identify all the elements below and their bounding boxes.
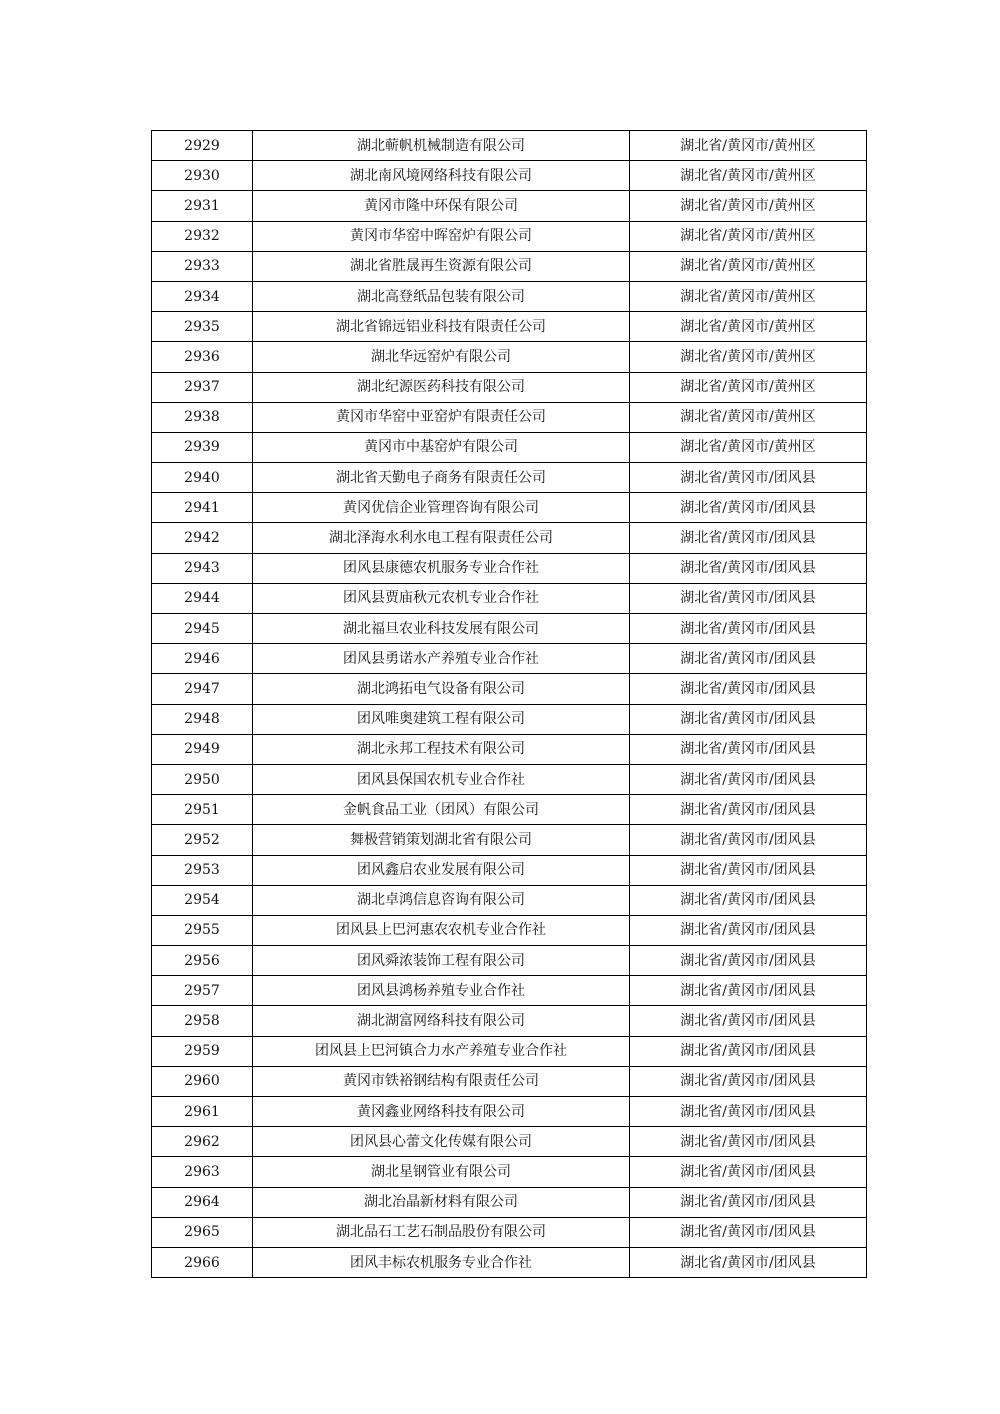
- company-name: 湖北品石工艺石制品股份有限公司: [253, 1217, 630, 1247]
- table-row: [152, 644, 867, 674]
- region-cell: 湖北省/黄冈市/团风县: [630, 976, 867, 1006]
- company-name: 团风县鸿杨养殖专业合作社: [253, 976, 630, 1006]
- table-row: [152, 1097, 867, 1127]
- row-number: 2951: [152, 795, 253, 825]
- region-cell: 湖北省/黄冈市/团风县: [630, 855, 867, 885]
- region-cell: 湖北省/黄冈市/黄州区: [630, 221, 867, 251]
- company-name: 湖北纪源医药科技有限公司: [253, 372, 630, 402]
- table-row: [152, 1036, 867, 1066]
- table-row: [152, 372, 867, 402]
- table-row: [152, 1217, 867, 1247]
- company-name: 湖北华远窑炉有限公司: [253, 342, 630, 372]
- company-name: 团风县保国农机专业合作社: [253, 764, 630, 794]
- company-name: 黄冈市华窑中亚窑炉有限责任公司: [253, 402, 630, 432]
- row-number: 2935: [152, 312, 253, 342]
- table-row: [152, 915, 867, 945]
- table-row: [152, 1066, 867, 1096]
- company-name: 湖北冶晶新材料有限公司: [253, 1187, 630, 1217]
- region-cell: 湖北省/黄冈市/团风县: [630, 614, 867, 644]
- row-number: 2958: [152, 1006, 253, 1036]
- region-cell: 湖北省/黄冈市/团风县: [630, 1127, 867, 1157]
- table-row: [152, 312, 867, 342]
- table-row: [152, 583, 867, 613]
- table-row: [152, 402, 867, 432]
- company-name: 团风唯奥建筑工程有限公司: [253, 704, 630, 734]
- row-number: 2934: [152, 281, 253, 311]
- table-row: [152, 674, 867, 704]
- region-cell: 湖北省/黄冈市/团风县: [630, 644, 867, 674]
- table-row: [152, 1187, 867, 1217]
- table-row: [152, 734, 867, 764]
- company-name: 湖北蕲帆机械制造有限公司: [253, 131, 630, 161]
- table-row: [152, 1127, 867, 1157]
- company-name: 团风县康德农机服务专业合作社: [253, 553, 630, 583]
- row-number: 2944: [152, 583, 253, 613]
- table-row: [152, 885, 867, 915]
- company-name: 湖北省胜晟再生资源有限公司: [253, 251, 630, 281]
- company-name: 湖北省锦远铝业科技有限责任公司: [253, 312, 630, 342]
- table-row: [152, 976, 867, 1006]
- row-number: 2959: [152, 1036, 253, 1066]
- company-name: 湖北鸿拓电气设备有限公司: [253, 674, 630, 704]
- region-cell: 湖北省/黄冈市/黄州区: [630, 191, 867, 221]
- company-table: [151, 130, 867, 1278]
- region-cell: 湖北省/黄冈市/团风县: [630, 915, 867, 945]
- region-cell: 湖北省/黄冈市/团风县: [630, 674, 867, 704]
- row-number: 2933: [152, 251, 253, 281]
- region-cell: 湖北省/黄冈市/团风县: [630, 734, 867, 764]
- company-name: 团风县勇诺水产养殖专业合作社: [253, 644, 630, 674]
- table-row: [152, 432, 867, 462]
- region-cell: 湖北省/黄冈市/黄州区: [630, 342, 867, 372]
- table-row: [152, 795, 867, 825]
- table-body: [152, 131, 867, 1278]
- region-cell: 湖北省/黄冈市/团风县: [630, 1066, 867, 1096]
- region-cell: 湖北省/黄冈市/团风县: [630, 553, 867, 583]
- table-row: [152, 1247, 867, 1277]
- row-number: 2953: [152, 855, 253, 885]
- table-row: [152, 1006, 867, 1036]
- row-number: 2941: [152, 493, 253, 523]
- company-name: 团风县贾庙秋元农机专业合作社: [253, 583, 630, 613]
- region-cell: 湖北省/黄冈市/黄州区: [630, 131, 867, 161]
- table-row: [152, 553, 867, 583]
- region-cell: 湖北省/黄冈市/团风县: [630, 523, 867, 553]
- company-name: 黄冈市华窑中晖窑炉有限公司: [253, 221, 630, 251]
- region-cell: 湖北省/黄冈市/团风县: [630, 583, 867, 613]
- table-row: [152, 281, 867, 311]
- table-row: [152, 342, 867, 372]
- row-number: 2954: [152, 885, 253, 915]
- company-name: 湖北省天勤电子商务有限责任公司: [253, 463, 630, 493]
- company-name: 团风县上巴河镇合力水产养殖专业合作社: [253, 1036, 630, 1066]
- table-row: [152, 251, 867, 281]
- company-name: 黄冈市中基窑炉有限公司: [253, 432, 630, 462]
- company-name: 湖北永邦工程技术有限公司: [253, 734, 630, 764]
- company-name: 黄冈优信企业管理咨询有限公司: [253, 493, 630, 523]
- table-row: [152, 825, 867, 855]
- row-number: 2939: [152, 432, 253, 462]
- row-number: 2929: [152, 131, 253, 161]
- region-cell: 湖北省/黄冈市/黄州区: [630, 432, 867, 462]
- region-cell: 湖北省/黄冈市/团风县: [630, 704, 867, 734]
- row-number: 2930: [152, 161, 253, 191]
- region-cell: 湖北省/黄冈市/黄州区: [630, 312, 867, 342]
- region-cell: 湖北省/黄冈市/团风县: [630, 1157, 867, 1187]
- row-number: 2962: [152, 1127, 253, 1157]
- company-name: 湖北福旦农业科技发展有限公司: [253, 614, 630, 644]
- row-number: 2931: [152, 191, 253, 221]
- table-row: [152, 191, 867, 221]
- company-name: 湖北卓鸿信息咨询有限公司: [253, 885, 630, 915]
- region-cell: 湖北省/黄冈市/黄州区: [630, 281, 867, 311]
- table-row: [152, 523, 867, 553]
- row-number: 2936: [152, 342, 253, 372]
- table-row: [152, 704, 867, 734]
- company-name: 湖北星钢管业有限公司: [253, 1157, 630, 1187]
- region-cell: 湖北省/黄冈市/团风县: [630, 493, 867, 523]
- row-number: 2943: [152, 553, 253, 583]
- region-cell: 湖北省/黄冈市/团风县: [630, 1247, 867, 1277]
- table-row: [152, 1157, 867, 1187]
- company-name: 团风丰标农机服务专业合作社: [253, 1247, 630, 1277]
- row-number: 2945: [152, 614, 253, 644]
- company-name: 湖北泽海水利水电工程有限责任公司: [253, 523, 630, 553]
- row-number: 2942: [152, 523, 253, 553]
- company-name: 舞极营销策划湖北省有限公司: [253, 825, 630, 855]
- row-number: 2965: [152, 1217, 253, 1247]
- company-name: 湖北南风境网络科技有限公司: [253, 161, 630, 191]
- company-name: 团风县心蕾文化传媒有限公司: [253, 1127, 630, 1157]
- region-cell: 湖北省/黄冈市/黄州区: [630, 402, 867, 432]
- row-number: 2960: [152, 1066, 253, 1096]
- row-number: 2952: [152, 825, 253, 855]
- region-cell: 湖北省/黄冈市/黄州区: [630, 251, 867, 281]
- region-cell: 湖北省/黄冈市/团风县: [630, 1006, 867, 1036]
- row-number: 2948: [152, 704, 253, 734]
- company-name: 湖北湖富网络科技有限公司: [253, 1006, 630, 1036]
- company-name: 团风鑫启农业发展有限公司: [253, 855, 630, 885]
- company-name: 团风舜浓装饰工程有限公司: [253, 946, 630, 976]
- table-row: [152, 855, 867, 885]
- row-number: 2956: [152, 946, 253, 976]
- region-cell: 湖北省/黄冈市/团风县: [630, 885, 867, 915]
- table-row: [152, 493, 867, 523]
- row-number: 2938: [152, 402, 253, 432]
- row-number: 2946: [152, 644, 253, 674]
- row-number: 2955: [152, 915, 253, 945]
- row-number: 2961: [152, 1097, 253, 1127]
- table-row: [152, 463, 867, 493]
- region-cell: 湖北省/黄冈市/黄州区: [630, 161, 867, 191]
- company-name: 黄冈市隆中环保有限公司: [253, 191, 630, 221]
- region-cell: 湖北省/黄冈市/团风县: [630, 1217, 867, 1247]
- table-row: [152, 161, 867, 191]
- row-number: 2932: [152, 221, 253, 251]
- region-cell: 湖北省/黄冈市/团风县: [630, 764, 867, 794]
- region-cell: 湖北省/黄冈市/团风县: [630, 946, 867, 976]
- region-cell: 湖北省/黄冈市/团风县: [630, 1097, 867, 1127]
- company-name: 湖北高登纸品包装有限公司: [253, 281, 630, 311]
- row-number: 2957: [152, 976, 253, 1006]
- company-name: 黄冈鑫业网络科技有限公司: [253, 1097, 630, 1127]
- region-cell: 湖北省/黄冈市/团风县: [630, 825, 867, 855]
- region-cell: 湖北省/黄冈市/团风县: [630, 463, 867, 493]
- company-name: 金帆食品工业（团风）有限公司: [253, 795, 630, 825]
- region-cell: 湖北省/黄冈市/黄州区: [630, 372, 867, 402]
- row-number: 2940: [152, 463, 253, 493]
- table-row: [152, 131, 867, 161]
- table-row: [152, 221, 867, 251]
- table-row: [152, 764, 867, 794]
- row-number: 2964: [152, 1187, 253, 1217]
- row-number: 2963: [152, 1157, 253, 1187]
- row-number: 2937: [152, 372, 253, 402]
- table-row: [152, 946, 867, 976]
- row-number: 2950: [152, 764, 253, 794]
- company-name: 团风县上巴河惠农农机专业合作社: [253, 915, 630, 945]
- region-cell: 湖北省/黄冈市/团风县: [630, 795, 867, 825]
- region-cell: 湖北省/黄冈市/团风县: [630, 1036, 867, 1066]
- table-row: [152, 614, 867, 644]
- region-cell: 湖北省/黄冈市/团风县: [630, 1187, 867, 1217]
- row-number: 2949: [152, 734, 253, 764]
- row-number: 2947: [152, 674, 253, 704]
- company-name: 黄冈市铁裕钢结构有限责任公司: [253, 1066, 630, 1096]
- row-number: 2966: [152, 1247, 253, 1277]
